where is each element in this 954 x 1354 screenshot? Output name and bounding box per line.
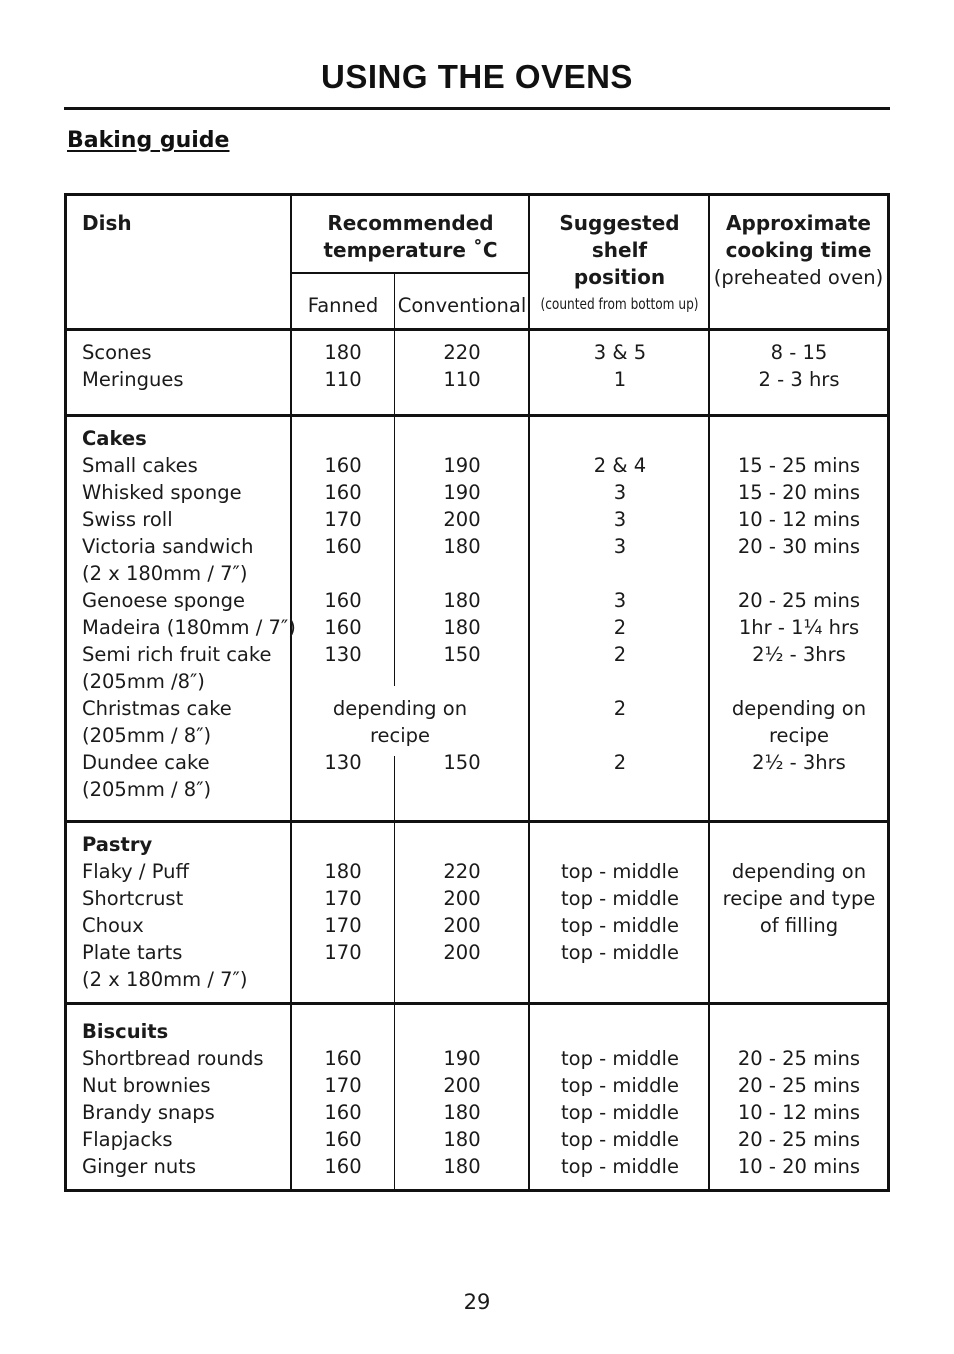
conventional-temp: 180 <box>443 535 481 558</box>
shelf-position: 3 <box>613 589 627 612</box>
cooking-time: 1hr - 1¼ hrs <box>738 616 860 639</box>
column-divider <box>528 196 530 1192</box>
header-fanned: Fanned <box>307 294 379 317</box>
dish-name: Flaky / Puff <box>82 860 189 883</box>
fanned-temp: 160 <box>324 535 362 558</box>
fanned-temp: 160 <box>324 454 362 477</box>
cooking-time: recipe <box>768 724 830 747</box>
temp-subheader-rule <box>292 272 529 274</box>
conventional-temp: 190 <box>443 481 481 504</box>
category-label: Cakes <box>82 427 147 450</box>
header-temp-line1: Recommended <box>327 211 494 235</box>
header-temperature <box>292 210 529 264</box>
cooking-time: 20 - 25 mins <box>737 1128 861 1151</box>
dish-name: (205mm / 8″) <box>82 778 212 801</box>
cooking-time: recipe and type <box>722 887 876 910</box>
cooking-time: 10 - 20 mins <box>737 1155 861 1178</box>
shelf-position: 1 <box>613 368 627 391</box>
conventional-temp: 180 <box>443 1101 481 1124</box>
fanned-temp: 170 <box>324 887 362 910</box>
dish-name: Whisked sponge <box>82 481 242 504</box>
shelf-position: top - middle <box>561 941 679 964</box>
baking-guide-table <box>64 193 890 1192</box>
dish-name: Brandy snaps <box>82 1101 215 1124</box>
cooking-time: depending on <box>731 697 867 720</box>
conventional-temp: 180 <box>443 1155 481 1178</box>
shelf-position: top - middle <box>561 1101 679 1124</box>
header-shelf <box>530 210 709 318</box>
shelf-position: top - middle <box>561 914 679 937</box>
page-title: USING THE OVENS <box>321 58 633 95</box>
temp-column-divider <box>394 274 395 328</box>
dish-name: Plate tarts <box>82 941 183 964</box>
conventional-temp: 180 <box>443 589 481 612</box>
cooking-time: 20 - 30 mins <box>737 535 861 558</box>
header-shelf-line3: position <box>573 265 666 289</box>
conventional-temp: 150 <box>443 751 481 774</box>
fanned-temp: 160 <box>324 1128 362 1151</box>
cooking-time: of filling <box>759 914 839 937</box>
fanned-temp: 170 <box>324 508 362 531</box>
shelf-position: 3 <box>613 481 627 504</box>
temp-column-divider <box>394 756 395 820</box>
dish-name: Dundee cake <box>82 751 210 774</box>
category-label: Pastry <box>82 833 153 856</box>
cooking-time: 20 - 25 mins <box>737 1047 861 1070</box>
dish-name: (205mm /8″) <box>82 670 205 693</box>
conventional-temp: 180 <box>443 1128 481 1151</box>
conventional-temp: 110 <box>443 368 481 391</box>
dish-name: Christmas cake <box>82 697 232 720</box>
column-divider <box>290 196 292 1192</box>
fanned-temp: 160 <box>324 1047 362 1070</box>
fanned-temp: 170 <box>324 1074 362 1097</box>
dish-name: Madeira (180mm / 7″) <box>82 616 296 639</box>
cooking-time: 2 - 3 hrs <box>758 368 840 391</box>
conventional-temp: 190 <box>443 454 481 477</box>
row-divider <box>67 820 887 823</box>
shelf-position: top - middle <box>561 1047 679 1070</box>
row-divider <box>67 1002 887 1005</box>
cooking-time: 10 - 12 mins <box>737 508 861 531</box>
dish-name: (2 x 180mm / 7″) <box>82 562 248 585</box>
cooking-time: 20 - 25 mins <box>737 589 861 612</box>
fanned-temp: 170 <box>324 941 362 964</box>
row-divider <box>67 328 887 331</box>
header-shelf-line1: Suggested <box>559 211 680 235</box>
conventional-temp: 200 <box>443 1074 481 1097</box>
section-heading: Baking guide <box>67 128 230 153</box>
dish-name: (205mm / 8″) <box>82 724 212 747</box>
temp-column-divider <box>394 822 395 1002</box>
fanned-temp: 110 <box>324 368 362 391</box>
dish-name: Scones <box>82 341 152 364</box>
fanned-temp: 160 <box>324 481 362 504</box>
header-time-line1: Approximate <box>726 211 871 235</box>
dish-name: Genoese sponge <box>82 589 245 612</box>
fanned-temp: 130 <box>324 751 362 774</box>
fanned-temp: 160 <box>324 616 362 639</box>
shelf-position: 2 <box>613 697 627 720</box>
temp-note: depending on <box>332 697 468 720</box>
header-shelf-note: (counted from bottom up) <box>540 295 699 313</box>
row-divider <box>67 414 887 417</box>
conventional-temp: 190 <box>443 1047 481 1070</box>
column-divider <box>708 196 710 1192</box>
shelf-position: top - middle <box>561 1155 679 1178</box>
shelf-position: 2 <box>613 751 627 774</box>
dish-name: Flapjacks <box>82 1128 173 1151</box>
conventional-temp: 200 <box>443 508 481 531</box>
dish-name: Small cakes <box>82 454 198 477</box>
cooking-time: depending on <box>731 860 867 883</box>
cooking-time: 2½ - 3hrs <box>752 643 846 666</box>
fanned-temp: 170 <box>324 914 362 937</box>
fanned-temp: 160 <box>324 1155 362 1178</box>
header-temp-line2: temperature ˚C <box>323 238 498 262</box>
shelf-position: 2 & 4 <box>593 454 647 477</box>
temp-column-divider <box>394 416 395 686</box>
cooking-time: 15 - 20 mins <box>737 481 861 504</box>
shelf-position: 2 <box>613 616 627 639</box>
title-rule <box>64 107 890 110</box>
conventional-temp: 200 <box>443 941 481 964</box>
category-label: Biscuits <box>82 1020 169 1043</box>
dish-name: Semi rich fruit cake <box>82 643 272 666</box>
dish-name: Shortbread rounds <box>82 1047 264 1070</box>
dish-name: (2 x 180mm / 7″) <box>82 968 248 991</box>
fanned-temp: 180 <box>324 341 362 364</box>
dish-name: Shortcrust <box>82 887 184 910</box>
temp-column-divider <box>394 1004 395 1192</box>
conventional-temp: 150 <box>443 643 481 666</box>
fanned-temp: 130 <box>324 643 362 666</box>
header-dish: Dish <box>82 211 132 235</box>
shelf-position: top - middle <box>561 1074 679 1097</box>
conventional-temp: 200 <box>443 914 481 937</box>
cooking-time: 2½ - 3hrs <box>752 751 846 774</box>
conventional-temp: 180 <box>443 616 481 639</box>
cooking-time: 20 - 25 mins <box>737 1074 861 1097</box>
shelf-position: top - middle <box>561 1128 679 1151</box>
dish-name: Nut brownies <box>82 1074 211 1097</box>
header-time-note: (preheated oven) <box>713 266 884 289</box>
header-conventional: Conventional <box>397 294 527 317</box>
fanned-temp: 160 <box>324 589 362 612</box>
header-time <box>710 210 887 291</box>
shelf-position: 3 <box>613 535 627 558</box>
shelf-position: top - middle <box>561 860 679 883</box>
shelf-position: 2 <box>613 643 627 666</box>
fanned-temp: 160 <box>324 1101 362 1124</box>
conventional-temp: 220 <box>443 341 481 364</box>
cooking-time: 10 - 12 mins <box>737 1101 861 1124</box>
dish-name: Choux <box>82 914 144 937</box>
dish-name: Swiss roll <box>82 508 173 531</box>
shelf-position: top - middle <box>561 887 679 910</box>
temp-column-divider <box>394 330 395 414</box>
shelf-position: 3 <box>613 508 627 531</box>
header-time-line2: cooking time <box>725 238 872 262</box>
dish-name: Meringues <box>82 368 184 391</box>
dish-name: Victoria sandwich <box>82 535 254 558</box>
header-shelf-line2: shelf <box>591 238 648 262</box>
fanned-temp: 180 <box>324 860 362 883</box>
temp-note: recipe <box>369 724 431 747</box>
conventional-temp: 200 <box>443 887 481 910</box>
cooking-time: 8 - 15 <box>770 341 828 364</box>
cooking-time: 15 - 25 mins <box>737 454 861 477</box>
dish-name: Ginger nuts <box>82 1155 197 1178</box>
page-number: 29 <box>463 1290 491 1314</box>
conventional-temp: 220 <box>443 860 481 883</box>
shelf-position: 3 & 5 <box>593 341 647 364</box>
